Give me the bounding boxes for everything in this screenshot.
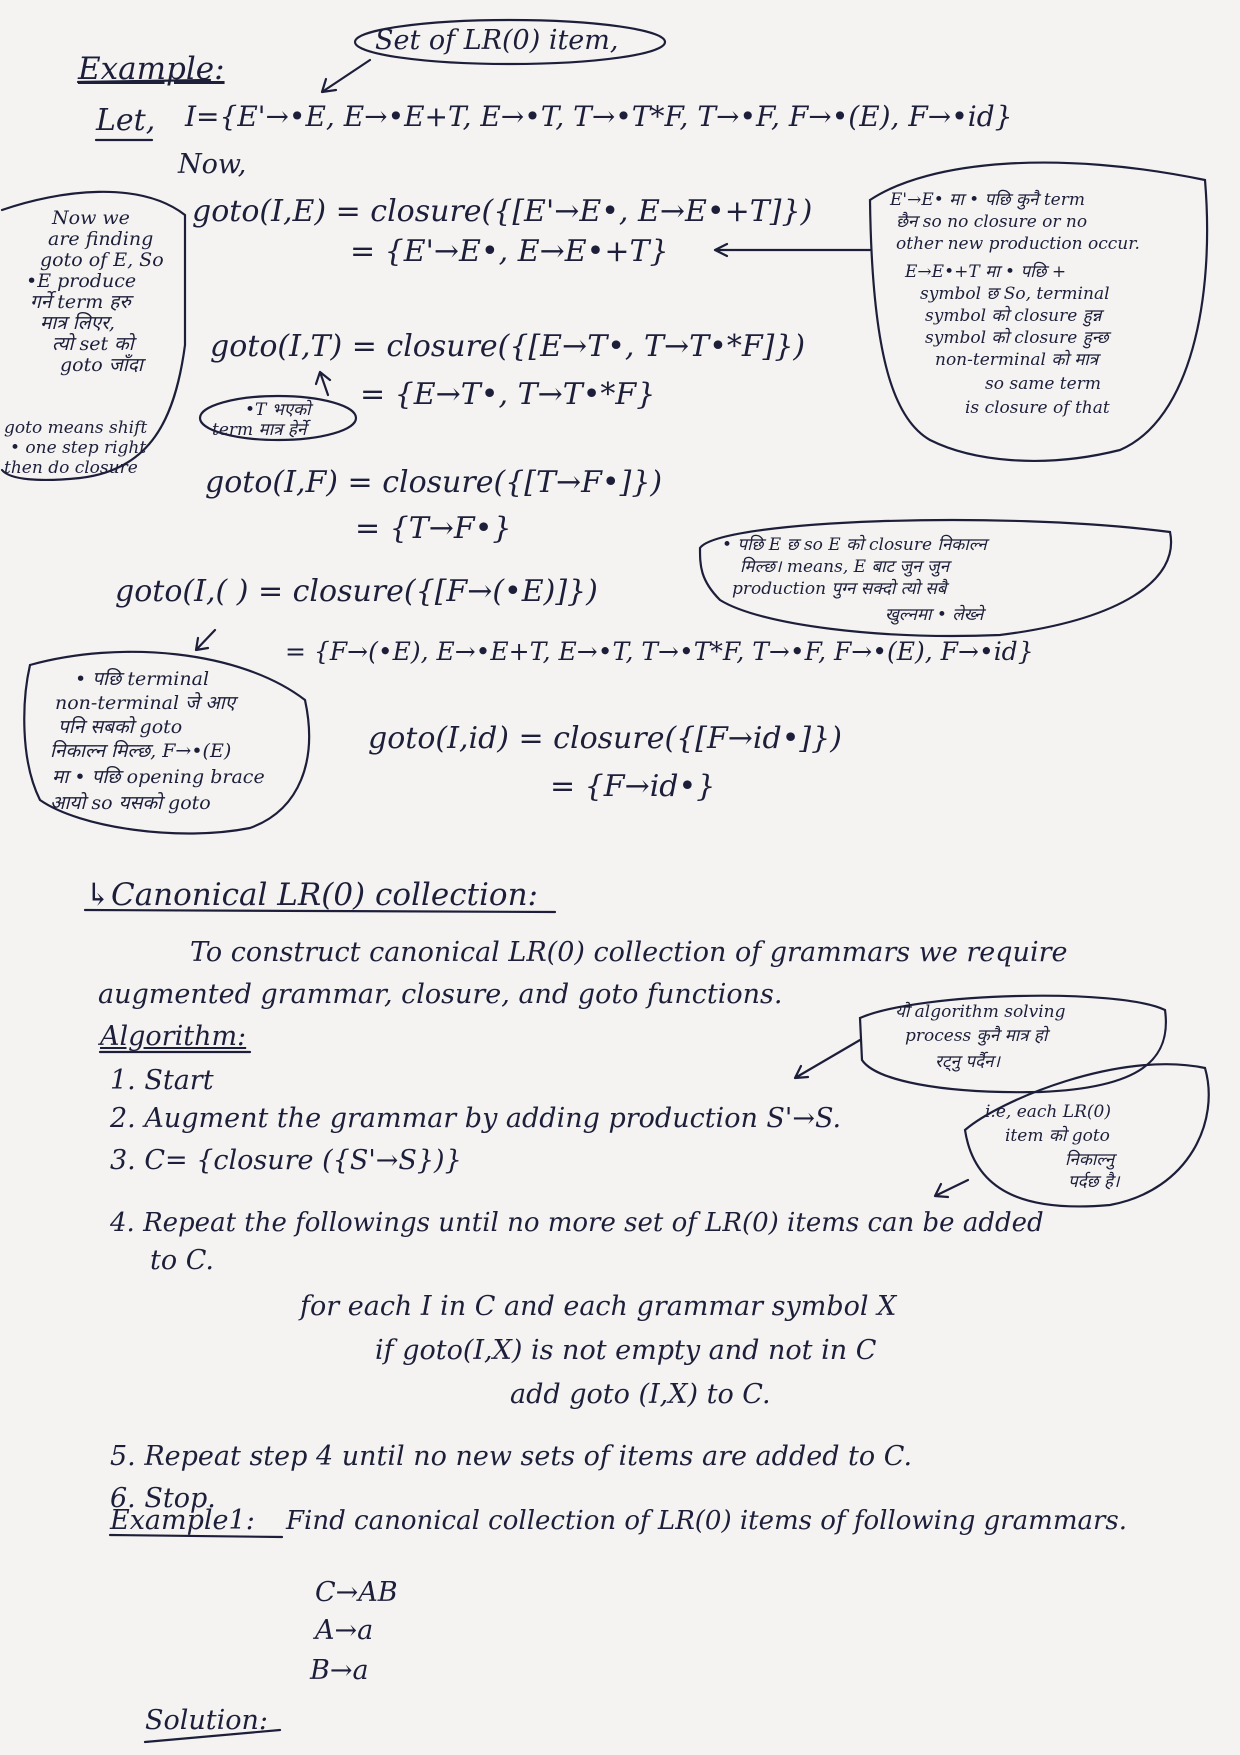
- algorithm-for-line: for each I in C and each grammar symbol X: [300, 1291, 897, 1322]
- let-prefix: Let,: [96, 103, 156, 138]
- note-line: production पुग्न सक्दो त्यो सबै: [732, 579, 947, 599]
- algorithm-label: Algorithm:: [100, 1021, 247, 1052]
- algorithm-if-line: if goto(I,X) is not empty and not in C: [375, 1335, 877, 1366]
- note-line: goto of E, So: [40, 249, 164, 271]
- production-3: B→a: [310, 1655, 369, 1686]
- note-line: रट्नु पर्दैन।: [935, 1052, 1000, 1072]
- note-line: आयो so यसको goto: [50, 792, 211, 814]
- paren-arrow: [196, 630, 215, 650]
- goto-id-line2: = {F→id•}: [550, 769, 716, 804]
- goto-f-line1: goto(I,F) = closure({[T→F•]}): [205, 465, 663, 500]
- note-line: छैन so no closure or no: [896, 212, 1088, 232]
- ie-note-arrow: [935, 1180, 968, 1197]
- note-line: then do closure: [4, 458, 138, 478]
- set-arrow: [322, 60, 370, 92]
- example1-text: Find canonical collection of LR(0) items of following grammars.: [286, 1506, 1128, 1536]
- note-line: is closure of that: [965, 398, 1110, 418]
- note-line: E→E•+T मा • पछि +: [905, 262, 1067, 282]
- goto-e-line1: goto(I,E) = closure({[E'→E•, E→E•+T]}): [192, 194, 813, 229]
- note-line: मिल्छ। means, E बाट जुन जुन: [740, 557, 950, 577]
- goto-t-line1: goto(I,T) = closure({[E→T•, T→T•*F]}): [210, 329, 806, 364]
- note-line: • पछि terminal: [75, 668, 210, 690]
- algorithm-add-line: add goto (I,X) to C.: [510, 1379, 771, 1410]
- goto-f-line2: = {T→F•}: [355, 511, 512, 546]
- note-line: term मात्र हेर्ने: [212, 420, 307, 440]
- note-line: त्यो set को: [52, 333, 134, 355]
- note-line: मात्र लिएर,: [40, 312, 115, 334]
- note-line: symbol को closure हुन्छ: [925, 328, 1109, 348]
- algorithm-step-3: 3. C= {closure ({S'→S})}: [110, 1145, 462, 1176]
- canonical-para-1: To construct canonical LR(0) collection of grammars we require: [190, 937, 1068, 968]
- algorithm-step-4a: 4. Repeat the followings until no more set of LR(0) items can be added: [110, 1208, 1044, 1238]
- note-line: निकाल्न मिल्छ, F→•(E): [50, 740, 232, 762]
- goto-id-line1: goto(I,id) = closure({[F→id•]}): [368, 721, 842, 756]
- note-line: •T भएको: [245, 400, 311, 420]
- algorithm-step-2: 2. Augment the grammar by adding production S'→S.: [110, 1103, 842, 1134]
- note-line: symbol को closure हुन्न: [925, 306, 1102, 326]
- algorithm-step-5: 5. Repeat step 4 until no new sets of items are added to C.: [110, 1441, 913, 1472]
- note-line: item को goto: [1005, 1126, 1110, 1146]
- note-line: symbol छ So, terminal: [920, 284, 1110, 304]
- note-line: are finding: [48, 228, 154, 250]
- item-set-I: I={E'→•E, E→•E+T, E→•T, T→•T*F, T→•F, F→•(E), F→•id}: [185, 100, 1013, 133]
- note-line: •E produce: [26, 270, 137, 292]
- algo-note-arrow: [795, 1040, 860, 1078]
- algorithm-step-1: 1. Start: [110, 1065, 214, 1096]
- algorithm-step-6: 6. Stop.: [110, 1483, 216, 1514]
- solution-label: Solution:: [145, 1705, 269, 1736]
- canonical-para-2: augmented grammar, closure, and goto functions.: [98, 979, 783, 1010]
- note-line: • पछि E छ so E को closure निकाल्न: [722, 535, 987, 555]
- note-line: • one step right: [10, 438, 147, 458]
- note-line: गर्ने term हरु: [30, 291, 131, 313]
- algorithm-step-4b: to C.: [150, 1245, 214, 1276]
- note-line: non-terminal को मात्र: [935, 350, 1099, 370]
- note-line: खुल्नमा • लेख्ने: [885, 605, 984, 625]
- now-label: Now,: [178, 149, 247, 180]
- example1-label: Example1:: [110, 1505, 255, 1536]
- example-heading: Example:: [78, 51, 225, 87]
- note-line: other new production occur.: [896, 234, 1140, 254]
- goto-e-line2: = {E'→E•, E→E•+T}: [350, 234, 669, 269]
- note-line: Now we: [52, 207, 130, 229]
- note-line: i.e, each LR(0): [985, 1102, 1111, 1122]
- set-of-items-label: Set of LR(0) item,: [375, 25, 619, 56]
- note-line: मा • पछि opening brace: [52, 766, 265, 788]
- goto-t-line2: = {E→T•, T→T•*F}: [360, 377, 656, 412]
- note-line: so same term: [985, 374, 1101, 394]
- note-line: goto जाँदा: [60, 354, 143, 376]
- note-line: यो algorithm solving: [895, 1002, 1066, 1022]
- goto-e-arrow: [715, 244, 870, 256]
- note-line: process कुनै मात्र हो: [905, 1026, 1048, 1046]
- note-line: non-terminal जे आए: [55, 692, 236, 714]
- note-line: निकाल्नु: [1065, 1150, 1115, 1170]
- production-1: C→AB: [315, 1577, 398, 1608]
- note-line: पर्दछ है।: [1068, 1172, 1120, 1192]
- note-line: पनि सबको goto: [58, 716, 183, 738]
- bubble-t-arrow: [316, 372, 330, 395]
- note-line: goto means shift: [4, 418, 148, 438]
- canonical-heading: ↳Canonical LR(0) collection:: [85, 877, 538, 913]
- goto-paren-line1: goto(I,( ) = closure({[F→(•E)]}): [115, 574, 598, 609]
- note-line: E'→E• मा • पछि कुनै term: [890, 190, 1085, 210]
- production-2: A→a: [315, 1615, 374, 1646]
- goto-paren-line2: = {F→(•E), E→•E+T, E→•T, T→•T*F, T→•F, F→•(E), F→•id}: [285, 637, 1034, 666]
